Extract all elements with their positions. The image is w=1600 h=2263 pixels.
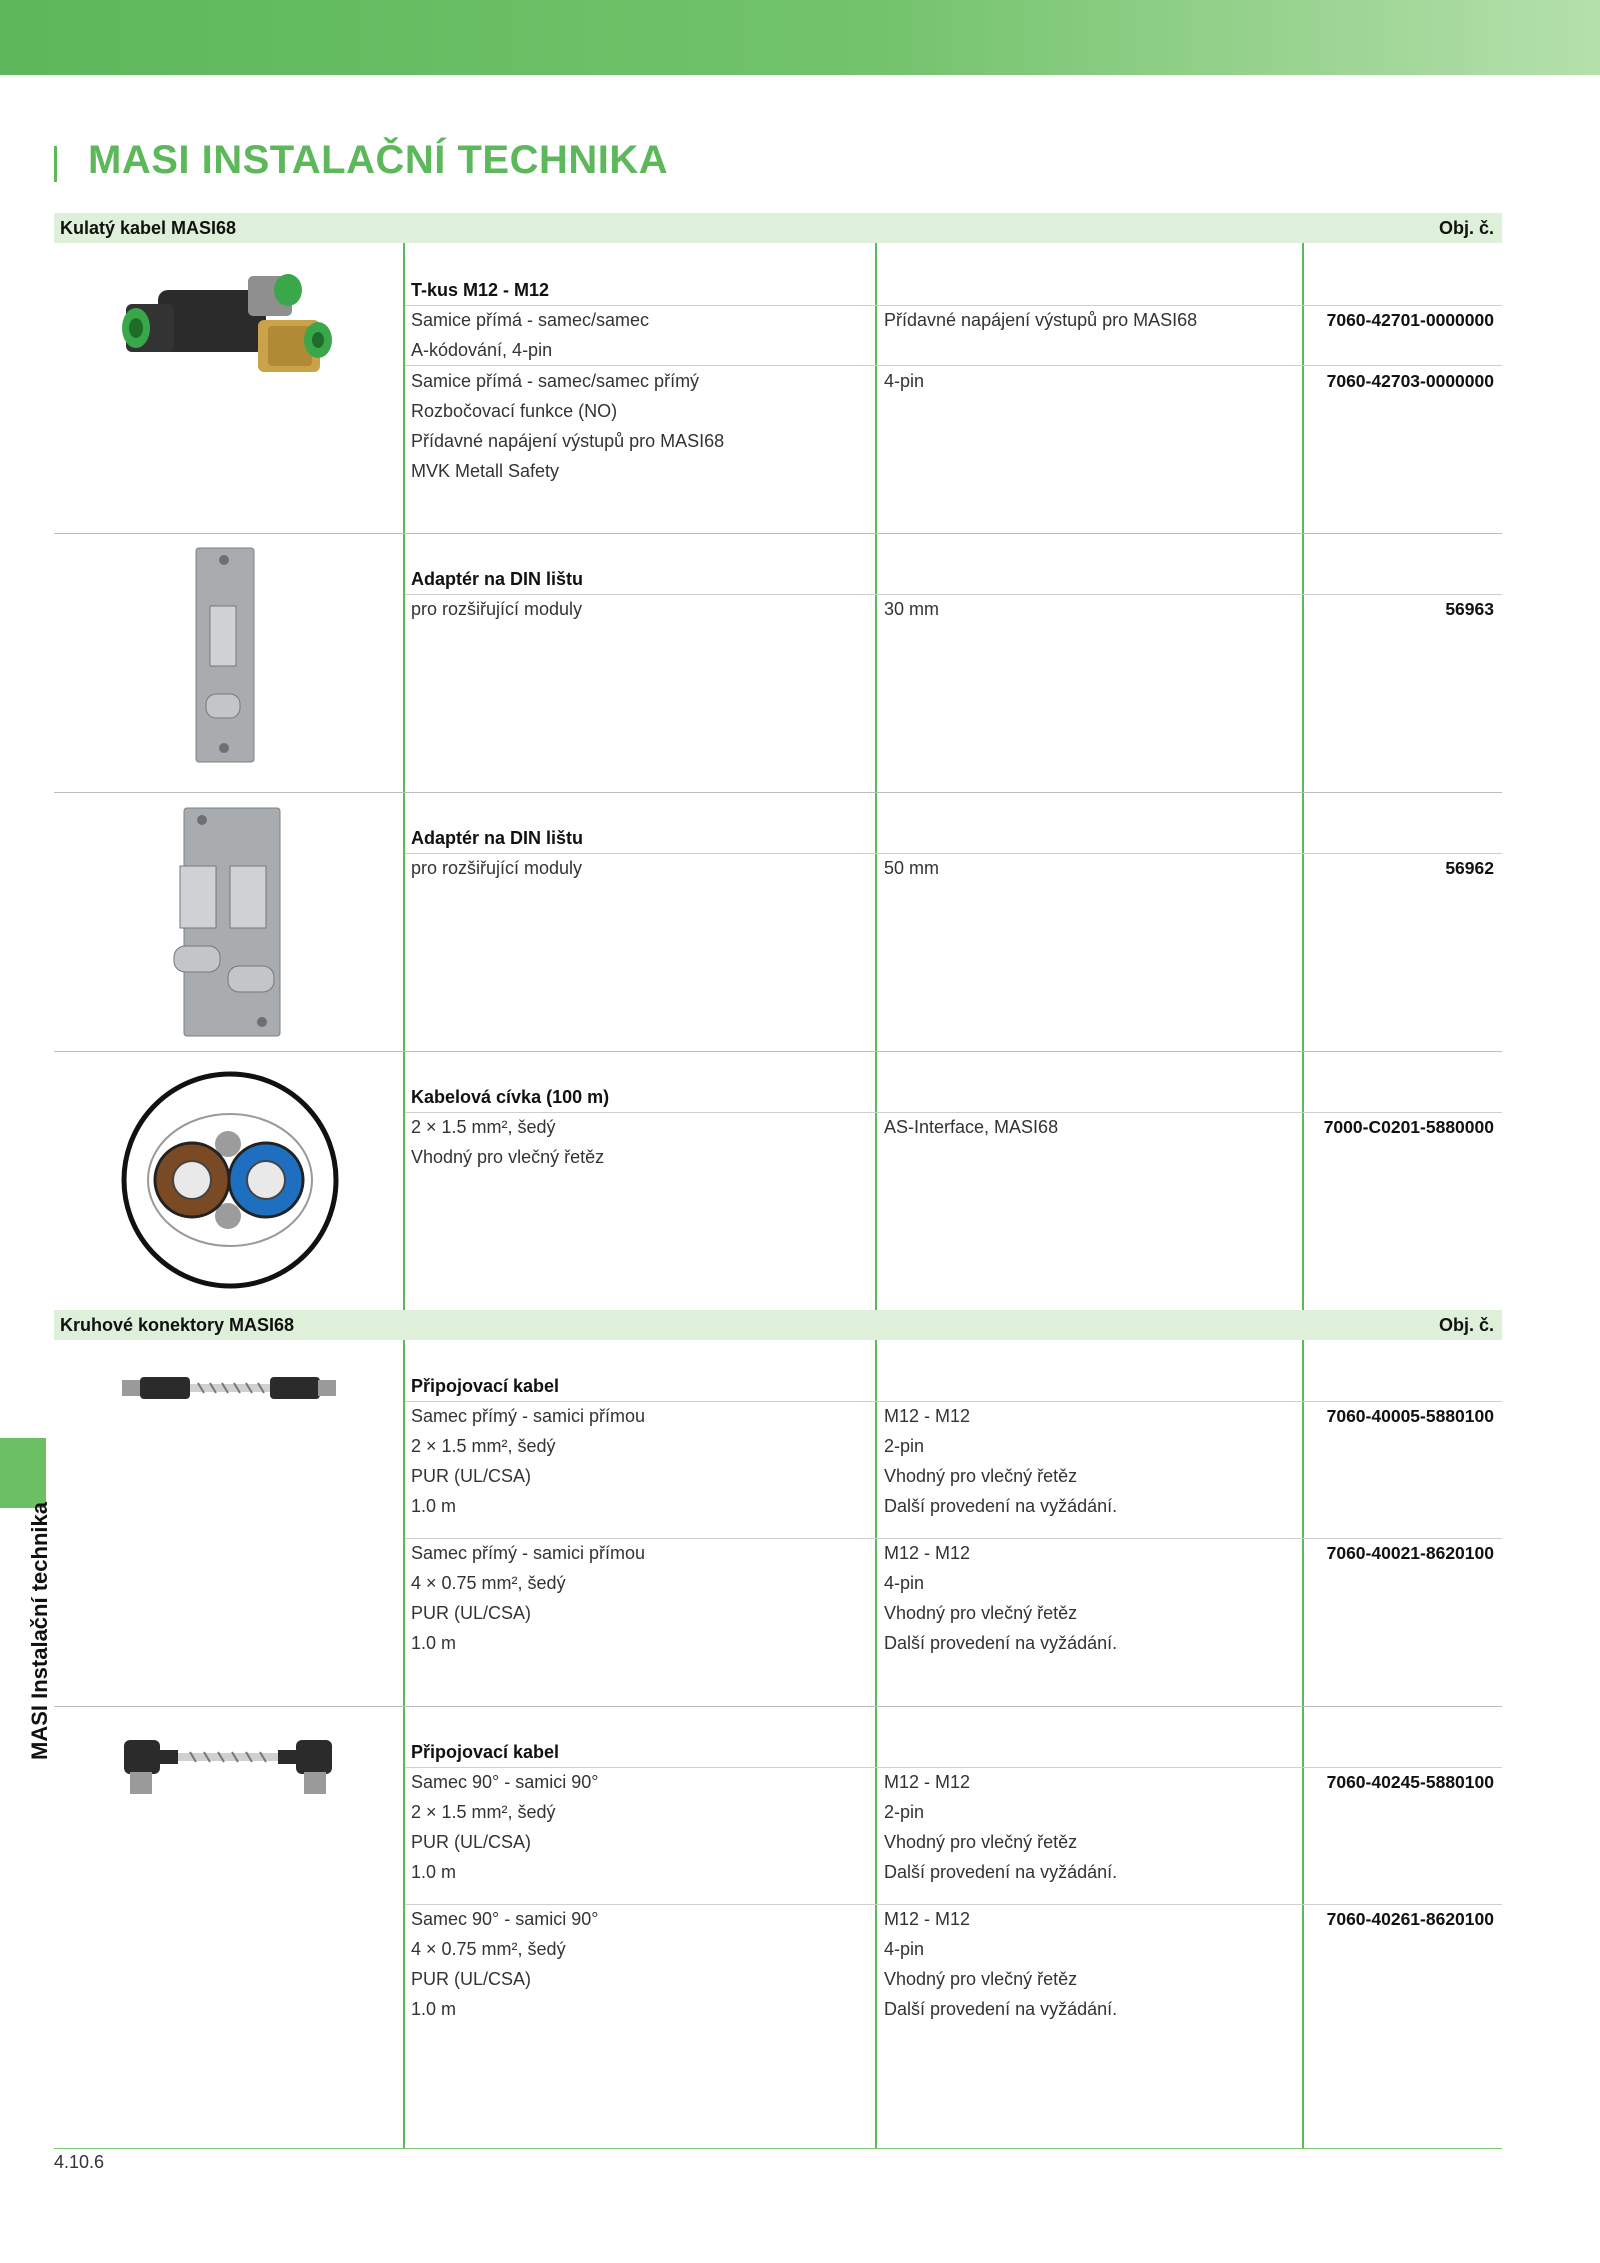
order-number: 56963 (1445, 599, 1494, 619)
order-number-header: Obj. č. (1438, 218, 1494, 238)
angled-cable-icon (120, 1736, 338, 1800)
product-name: Adaptér na DIN lištu (411, 828, 584, 848)
order-number: 7060-40245-5880100 (1326, 1772, 1494, 1792)
product-spec: M12 - M12 (884, 1772, 971, 1792)
product-description: 1.0 m (411, 1496, 457, 1516)
product-spec: Další provedení na vyžádání. (884, 1999, 1118, 2019)
column-divider (1302, 213, 1304, 2148)
product-spec: 30 mm (884, 599, 940, 619)
product-spec: M12 - M12 (884, 1543, 971, 1563)
straight-cable-icon (120, 1374, 338, 1402)
product-spec: 4-pin (884, 371, 925, 391)
product-description: 4 × 0.75 mm², šedý (411, 1939, 566, 1959)
product-spec: 4-pin (884, 1939, 925, 1959)
order-number: 7060-42703-0000000 (1326, 371, 1494, 391)
order-number: 7060-40021-8620100 (1326, 1543, 1494, 1563)
product-spec: 4-pin (884, 1573, 925, 1593)
order-number-header: Obj. č. (1438, 1315, 1494, 1335)
product-spec: Další provedení na vyžádání. (884, 1633, 1118, 1653)
product-divider (54, 1706, 1502, 1707)
section-header (54, 213, 1502, 243)
din-rail-adapter-icon (192, 546, 260, 764)
product-divider (54, 533, 1502, 534)
column-divider (403, 213, 405, 2148)
product-description: Samec přímý - samici přímou (411, 1543, 646, 1563)
product-description: A-kódování, 4-pin (411, 340, 553, 360)
product-spec: M12 - M12 (884, 1406, 971, 1426)
product-description: 4 × 0.75 mm², šedý (411, 1573, 566, 1593)
product-name: Adaptér na DIN lištu (411, 569, 584, 589)
side-tab-marker (0, 1438, 46, 1508)
product-description: Samec 90° - samici 90° (411, 1909, 599, 1929)
side-label: MASI Instalační technika (27, 1502, 52, 1760)
cable-cross-section-icon (120, 1070, 340, 1290)
product-description: pro rozšiřující moduly (411, 599, 583, 619)
product-spec: AS-Interface, MASI68 (884, 1117, 1059, 1137)
product-description: PUR (UL/CSA) (411, 1466, 532, 1486)
product-description: 2 × 1.5 mm², šedý (411, 1802, 556, 1822)
product-spec: Další provedení na vyžádání. (884, 1862, 1118, 1882)
title-accent-bar (54, 146, 57, 182)
product-description: PUR (UL/CSA) (411, 1832, 532, 1852)
product-description: Samec 90° - samici 90° (411, 1772, 599, 1792)
order-number: 7060-40005-5880100 (1326, 1406, 1494, 1426)
product-divider (54, 1051, 1502, 1052)
page-number: 4.10.6 (54, 2152, 105, 2172)
product-spec: Další provedení na vyžádání. (884, 1496, 1118, 1516)
page-title: MASI INSTALAČNÍ TECHNIKA (88, 138, 669, 182)
top-banner (0, 0, 1600, 75)
product-description: 1.0 m (411, 1862, 457, 1882)
product-spec: M12 - M12 (884, 1909, 971, 1929)
section-title: Kruhové konektory MASI68 (60, 1315, 295, 1335)
section-header (54, 1310, 1502, 1340)
product-divider (54, 792, 1502, 793)
t-connector-icon (118, 268, 340, 386)
product-spec: Vhodný pro vlečný řetěz (884, 1466, 1078, 1486)
product-name: Připojovací kabel (411, 1742, 560, 1762)
product-description: Vhodný pro vlečný řetěz (411, 1147, 605, 1167)
section-title: Kulatý kabel MASI68 (60, 218, 237, 238)
product-description: pro rozšiřující moduly (411, 858, 583, 878)
product-description: PUR (UL/CSA) (411, 1603, 532, 1623)
din-rail-adapter-wide-icon (172, 806, 284, 1038)
order-number: 7060-42701-0000000 (1326, 310, 1494, 330)
product-description: Samec přímý - samici přímou (411, 1406, 646, 1426)
product-description: MVK Metall Safety (411, 461, 560, 481)
product-description: Přídavné napájení výstupů pro MASI68 (411, 431, 725, 451)
order-number: 56962 (1445, 858, 1494, 878)
product-name: T-kus M12 - M12 (411, 280, 550, 300)
product-spec: Vhodný pro vlečný řetěz (884, 1969, 1078, 1989)
product-spec: 2-pin (884, 1436, 925, 1456)
product-description: 1.0 m (411, 1633, 457, 1653)
product-name: Připojovací kabel (411, 1376, 560, 1396)
product-spec: Přídavné napájení výstupů pro MASI68 (884, 310, 1198, 330)
product-description: 2 × 1.5 mm², šedý (411, 1117, 556, 1137)
product-description: 2 × 1.5 mm², šedý (411, 1436, 556, 1456)
product-name: Kabelová cívka (100 m) (411, 1087, 610, 1107)
product-spec: 2-pin (884, 1802, 925, 1822)
product-description: Samice přímá - samec/samec přímý (411, 371, 700, 391)
order-number: 7060-40261-8620100 (1326, 1909, 1494, 1929)
order-number: 7000-C0201-5880000 (1323, 1117, 1494, 1137)
product-spec: Vhodný pro vlečný řetěz (884, 1832, 1078, 1852)
product-description: 1.0 m (411, 1999, 457, 2019)
table-bottom-rule (54, 2148, 1502, 2149)
product-description: Rozbočovací funkce (NO) (411, 401, 618, 421)
product-spec: Vhodný pro vlečný řetěz (884, 1603, 1078, 1623)
product-description: PUR (UL/CSA) (411, 1969, 532, 1989)
product-description: Samice přímá - samec/samec (411, 310, 650, 330)
column-divider (875, 213, 877, 2148)
product-spec: 50 mm (884, 858, 940, 878)
